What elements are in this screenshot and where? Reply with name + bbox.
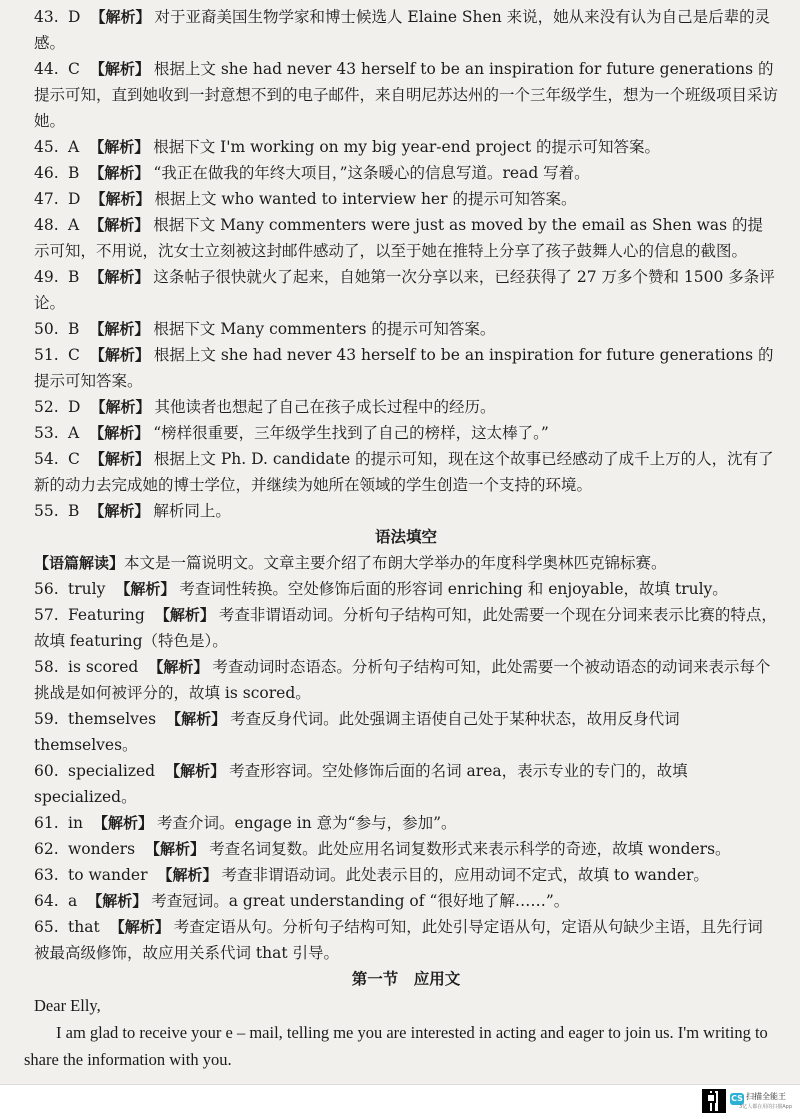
intro-tag: 【语篇解读】 [34,554,125,572]
answer-item [34,186,778,212]
item-answer: wonders [68,840,136,858]
answer-item [34,498,778,524]
item-number: 50. [34,320,59,338]
app-name: 扫描全能王 [746,1092,786,1101]
item-answer: specialized [68,762,156,780]
analysis-text: “榜样很重要，三年级学生找到了自己的榜样，这太棒了。” [153,424,549,442]
item-number: 63. [34,866,59,884]
analysis-text: 根据上文 she had never 43 herself to be an inspiration for future generations 的提示可知答案。 [34,346,774,390]
item-answer: that [68,918,100,936]
item-answer: B [68,164,80,182]
item-number: 47. [34,190,59,208]
analysis-text: 考查定语从句。分析句子结构可知，此处引导定语从句，定语从句缺少主语，且先行词被最高级修饰，故应用关系代词 that 引导。 [34,918,763,962]
analysis-text: 对于亚裔美国生物学家和博士候选人 Elaine Shen 来说，她从来没有认为自己是后辈的灵感。 [34,8,771,52]
item-number: 61. [34,814,59,832]
item-number: 62. [34,840,59,858]
item-answer: C [68,346,80,364]
item-number: 44. [34,60,59,78]
item-number: 45. [34,138,59,156]
analysis-text: 根据下文 I'm working on my big year-end project 的提示可知答案。 [153,138,660,156]
scanner-footer-bar [0,1084,800,1119]
analysis-text: 其他读者也想起了自己在孩子成长过程中的经历。 [154,398,496,416]
answer-item [34,914,778,966]
analysis-tag: 【解析】 [90,8,151,26]
analysis-text: 根据上文 Ph. D. candidate 的提示可知，现在这个故事已经感动了成千上万的人，沈有了新的动力去完成她的博士学位，并继续为她所在领域的学生创造一个支持的环境。 [34,450,774,494]
answer-item [34,446,778,498]
item-answer: D [68,8,81,26]
answer-item [34,836,778,862]
analysis-tag: 【解析】 [89,424,150,442]
answer-item [34,888,778,914]
item-number: 49. [34,268,59,286]
analysis-tag: 【解析】 [154,606,215,624]
item-answer: to wander [68,866,148,884]
analysis-text: “我正在做我的年终大项目，”这条暖心的信息写道。read 写着。 [153,164,590,182]
analysis-text: 这条帖子很快就火了起来，自她第一次分享以来，已经获得了 27 万多个赞和 1500 多条评论。 [34,268,775,312]
analysis-tag: 【解析】 [89,138,150,156]
analysis-tag: 【解析】 [115,580,176,598]
answer-item [34,576,778,602]
item-number: 51. [34,346,59,364]
analysis-tag: 【解析】 [89,450,150,468]
item-number: 48. [34,216,59,234]
analysis-tag: 【解析】 [90,190,151,208]
analysis-tag: 【解析】 [89,268,150,286]
answer-item [34,56,778,134]
writing-section-title: 第一节 应用文 [351,970,461,988]
analysis-tag: 【解析】 [92,814,153,832]
app-tagline: 3亿人都在用的扫描App [739,1104,792,1110]
analysis-text: 解析同上。 [153,502,231,520]
analysis-tag: 【解析】 [89,346,150,364]
analysis-text: 考查反身代词。此处强调主语使自己处于某种状态，故用反身代词 themselves。 [34,710,680,754]
answer-item [34,264,778,316]
item-answer: D [68,190,81,208]
analysis-text: 根据上文 she had never 43 herself to be an inspiration for future generations 的提示可知，直到她收到一封意想不到的电子邮件，来自明尼苏达州的一个三年级学生，想为一个班级项目采访她。 [34,60,779,130]
analysis-text: 根据下文 Many commenters 的提示可知答案。 [153,320,496,338]
analysis-text: 考查冠词。a great understanding of “很好地了解……”。 [151,892,570,910]
letter-paragraph: I am glad to receive your e – mail, telling me you are interested in acting and eager to join us. I'm writing to share the information with you. [24,1023,768,1069]
analysis-tag: 【解析】 [157,866,218,884]
grammar-answers [34,576,778,966]
answer-item [34,394,778,420]
answer-item [34,134,778,160]
analysis-text: 考查非谓语动词。分析句子结构可知，此处需要一个现在分词来表示比赛的特点，故填 featuring（特色是）。 [34,606,777,650]
item-answer: B [68,268,80,286]
item-number: 54. [34,450,59,468]
item-number: 58. [34,658,59,676]
analysis-tag: 【解析】 [89,164,150,182]
analysis-text: 考查介词。engage in 意为“参与，参加”。 [156,814,457,832]
grammar-intro [34,550,778,576]
analysis-text: 考查形容词。空处修饰后面的名词 area，表示专业的专门的，故填 specialized。 [34,762,688,806]
item-answer: B [68,320,80,338]
analysis-tag: 【解析】 [90,398,151,416]
answer-item [34,212,778,264]
analysis-tag: 【解析】 [109,918,170,936]
item-answer: truly [68,580,106,598]
item-answer: in [68,814,83,832]
answer-item [34,654,778,706]
item-answer: A [68,138,80,156]
item-answer: Featuring [68,606,145,624]
item-answer: is scored [68,658,139,676]
analysis-tag: 【解析】 [165,762,226,780]
analysis-tag: 【解析】 [89,502,150,520]
item-number: 53. [34,424,59,442]
intro-text: 本文是一篇说明文。文章主要介绍了布朗大学举办的年度科学奥林匹克锦标赛。 [124,554,667,572]
item-number: 64. [34,892,59,910]
answer-item [34,316,778,342]
answer-item [34,862,778,888]
item-answer: D [68,398,81,416]
analysis-text: 根据下文 Many commenters were just as moved by the email as Shen was 的提示可知，不用说，沈女士立刻被这封邮件感动了，以至于她在推特上分享了孩子鼓舞人心的信息的截图。 [34,216,764,260]
item-number: 59. [34,710,59,728]
analysis-text: 根据上文 who wanted to interview her 的提示可知答案。 [154,190,577,208]
answer-item [34,420,778,446]
letter-salutation: Dear Elly, [34,996,101,1015]
analysis-tag: 【解析】 [145,840,206,858]
analysis-tag: 【解析】 [89,216,150,234]
analysis-tag: 【解析】 [148,658,209,676]
analysis-tag: 【解析】 [89,320,150,338]
analysis-text: 考查非谓语动词。此处表示目的，应用动词不定式，故填 to wander。 [221,866,709,884]
item-answer: A [68,216,80,234]
answer-item [34,758,778,810]
analysis-tag: 【解析】 [166,710,227,728]
camscanner-logo-icon: CS [731,1094,743,1103]
item-number: 65. [34,918,59,936]
answer-item [34,342,778,394]
answer-item [34,706,778,758]
item-number: 56. [34,580,59,598]
item-number: 52. [34,398,59,416]
item-number: 46. [34,164,59,182]
analysis-text: 考查动词时态语态。分析句子结构可知，此处需要一个被动语态的动词来表示每个挑战是如何被评分的，故填 is scored。 [34,658,771,702]
item-number: 57. [34,606,59,624]
item-answer: C [68,450,80,468]
cloze-answers [34,4,778,524]
item-answer: C [68,60,80,78]
answer-item [34,160,778,186]
item-number: 43. [34,8,59,26]
qr-code-icon [702,1089,726,1113]
analysis-text: 考查名词复数。此处应用名词复数形式来表示科学的奇迹，故填 wonders。 [209,840,731,858]
answer-item [34,4,778,56]
item-answer: a [68,892,78,910]
analysis-tag: 【解析】 [89,60,150,78]
answer-item [34,602,778,654]
answer-item [34,810,778,836]
item-answer: A [68,424,80,442]
item-answer: themselves [68,710,157,728]
analysis-text: 考查词性转换。空处修饰后面的形容词 enriching 和 enjoyable，故填 truly。 [179,580,728,598]
item-number: 60. [34,762,59,780]
item-answer: B [68,502,80,520]
item-number: 55. [34,502,59,520]
grammar-section-title: 语法填空 [374,528,437,546]
analysis-tag: 【解析】 [87,892,148,910]
